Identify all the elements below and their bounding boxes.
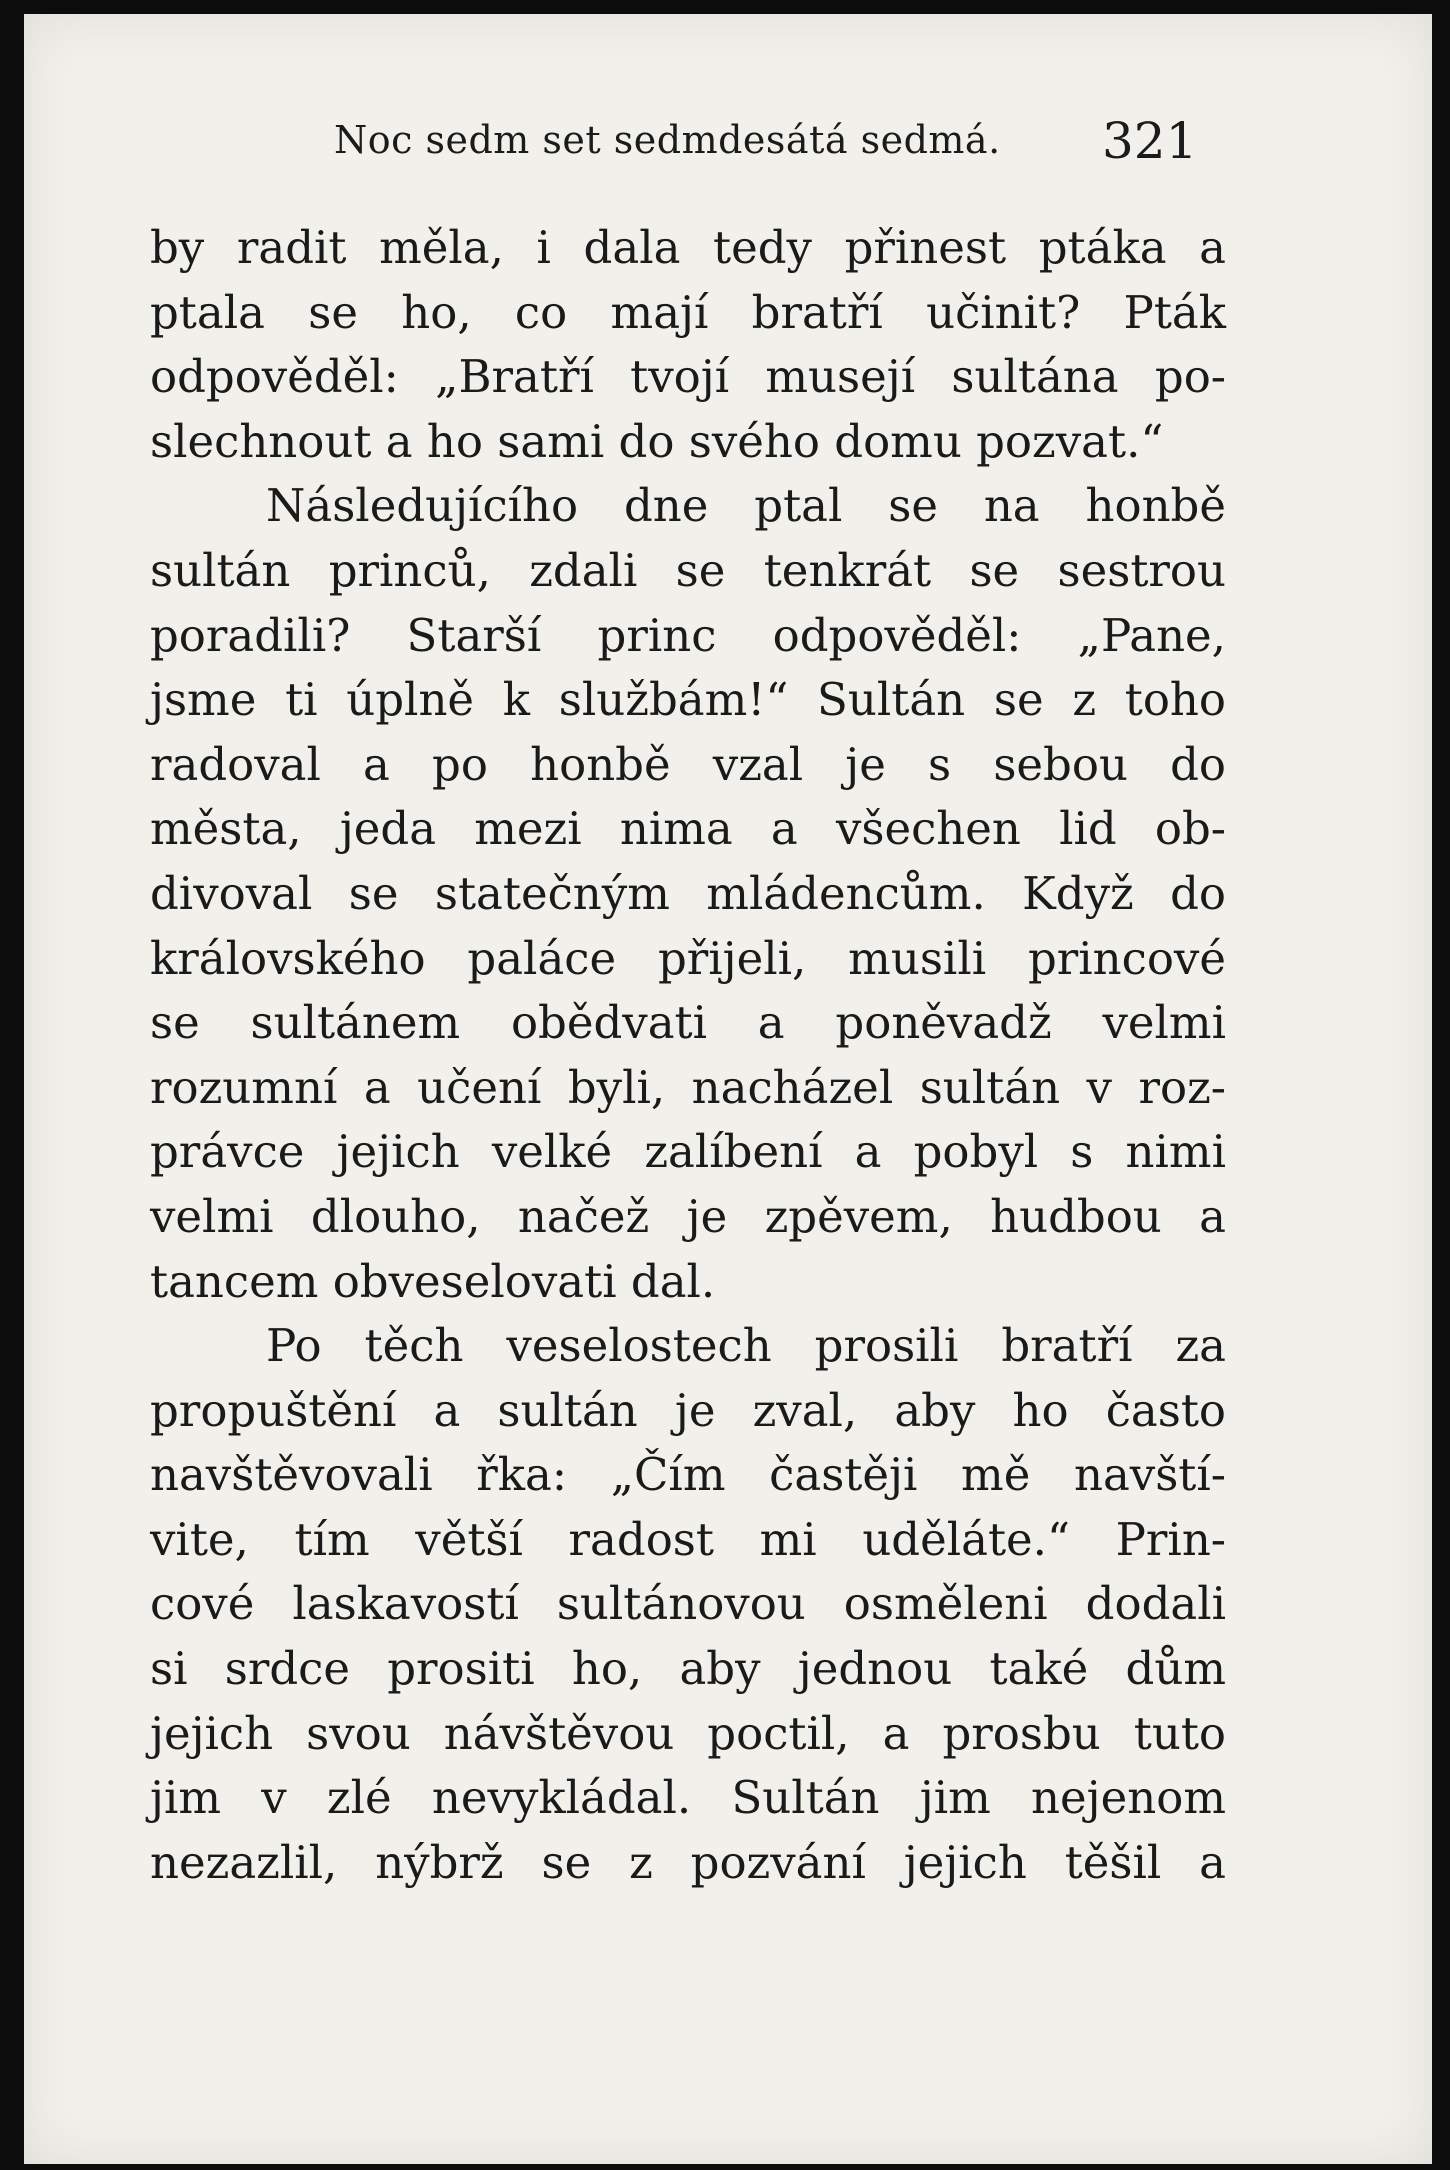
text-line: si srdce prositi ho, aby jednou také dům xyxy=(150,1642,1226,1696)
text-line: divoval se statečným mládencům. Když do xyxy=(150,866,1226,920)
text-line: nezazlil, nýbrž se z pozvání jejich těšil a xyxy=(150,1835,1226,1889)
text-line: cové laskavostí sultánovou osměleni dodali xyxy=(150,1577,1226,1631)
text-line: odpověděl: „Bratří tvojí musejí sultána po- xyxy=(150,350,1226,404)
text-line: poradili? Starší princ odpověděl: „Pane, xyxy=(150,608,1226,662)
text-line: Po těch veselostech prosili bratří za xyxy=(266,1319,1226,1373)
text-line: sultán princů, zdali se tenkrát se sestrou xyxy=(150,543,1226,597)
text-line: navštěvovali řka: „Čím častěji mě navští- xyxy=(150,1448,1226,1502)
text-line: radoval a po honbě vzal je s sebou do xyxy=(150,737,1226,791)
text-line: právce jejich velké zalíbení a pobyl s nimi xyxy=(150,1125,1226,1179)
text-line: jim v zlé nevykládal. Sultán jim nejenom xyxy=(150,1771,1226,1825)
book-page xyxy=(24,14,1432,2164)
text-line: slechnout a ho sami do svého domu pozvat.“ xyxy=(150,414,1164,468)
text-line: vite, tím větší radost mi uděláte.“ Prin- xyxy=(150,1512,1226,1566)
text-line: se sultánem obědvati a poněvadž velmi xyxy=(150,996,1226,1050)
text-line: velmi dlouho, načež je zpěvem, hudbou a xyxy=(150,1189,1226,1243)
text-line: jsme ti úplně k službám!“ Sultán se z toho xyxy=(150,673,1226,727)
body-text xyxy=(150,216,1226,1895)
text-line: ptala se ho, co mají bratří učinit? Pták xyxy=(150,285,1226,339)
text-line: by radit měla, i dala tedy přinest ptáka a xyxy=(150,221,1226,274)
page-header xyxy=(24,112,1432,178)
text-line: jejich svou návštěvou poctil, a prosbu tuto xyxy=(150,1706,1226,1760)
text-line: města, jeda mezi nima a všechen lid ob- xyxy=(150,802,1226,856)
text-line: propuštění a sultán je zval, aby ho často xyxy=(150,1383,1226,1437)
text-line: rozumní a učení byli, nacházel sultán v roz- xyxy=(150,1060,1226,1114)
text-line: královského paláce přijeli, musili princové xyxy=(150,931,1226,985)
page-number: 321 xyxy=(1102,112,1198,170)
text-line: Následujícího dne ptal se na honbě xyxy=(266,479,1226,533)
running-title: Noc sedm set sedmdesátá sedmá. xyxy=(334,118,1001,162)
text-line: tancem obveselovati dal. xyxy=(150,1254,716,1308)
